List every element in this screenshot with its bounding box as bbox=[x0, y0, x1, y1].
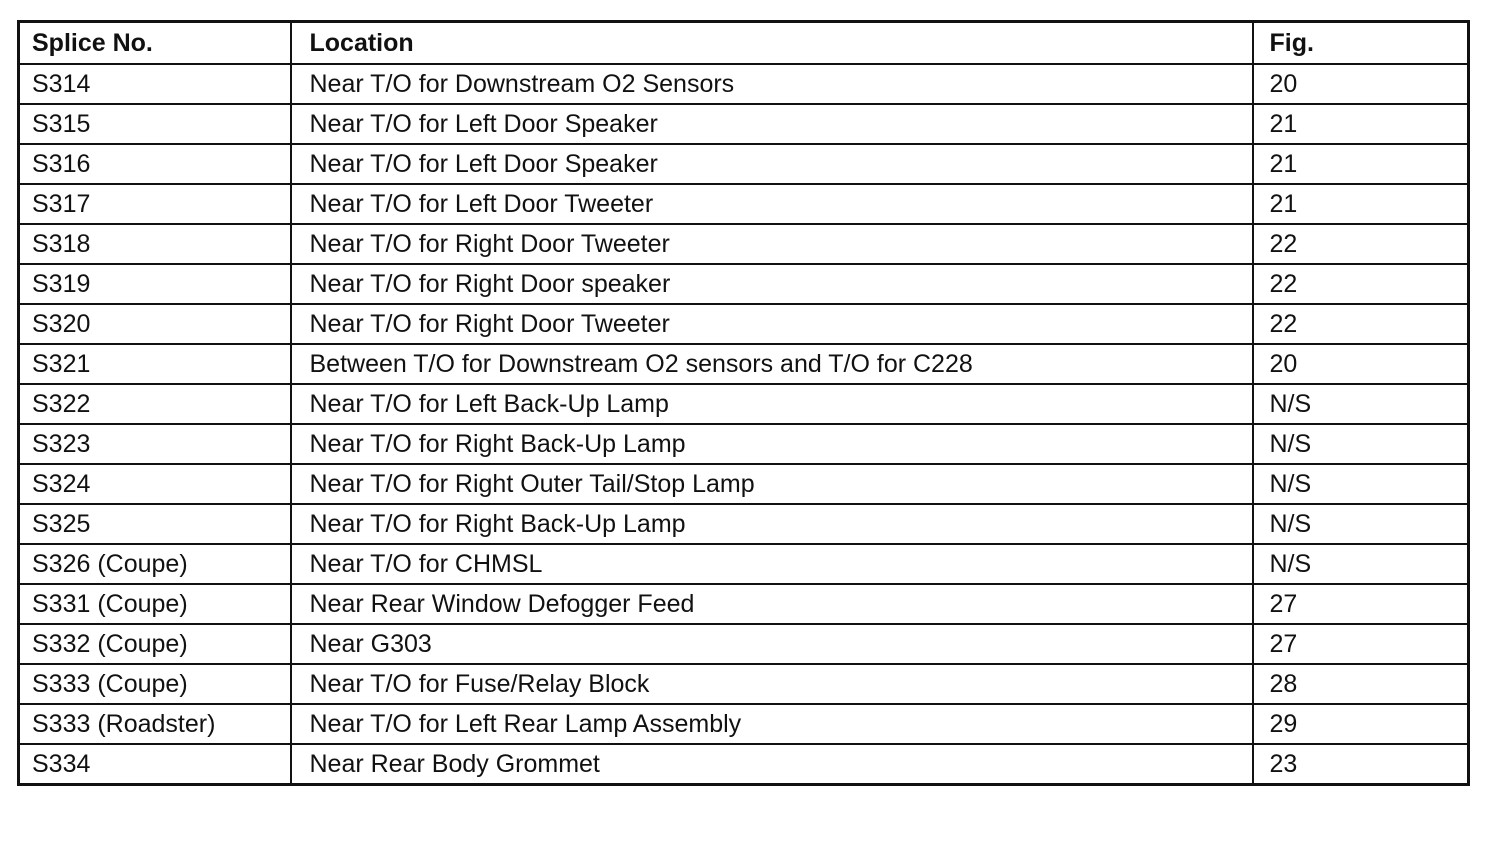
cell-splice-no: S316 bbox=[19, 144, 291, 184]
cell-splice-no: S314 bbox=[19, 64, 291, 104]
cell-splice-no: S315 bbox=[19, 104, 291, 144]
cell-location: Near T/O for Left Door Tweeter bbox=[291, 184, 1253, 224]
cell-location: Near T/O for Fuse/Relay Block bbox=[291, 664, 1253, 704]
column-header-splice-no: Splice No. bbox=[19, 22, 291, 65]
cell-location: Near T/O for Right Back-Up Lamp bbox=[291, 504, 1253, 544]
cell-location: Near T/O for Right Door speaker bbox=[291, 264, 1253, 304]
cell-fig: 23 bbox=[1253, 744, 1469, 785]
cell-splice-no: S322 bbox=[19, 384, 291, 424]
cell-splice-no: S331 (Coupe) bbox=[19, 584, 291, 624]
cell-splice-no: S333 (Coupe) bbox=[19, 664, 291, 704]
table-row bbox=[19, 744, 1469, 785]
splice-location-table bbox=[17, 20, 1470, 786]
cell-splice-no: S332 (Coupe) bbox=[19, 624, 291, 664]
cell-splice-no: S317 bbox=[19, 184, 291, 224]
table-row bbox=[19, 544, 1469, 584]
cell-splice-no: S321 bbox=[19, 344, 291, 384]
cell-fig: 29 bbox=[1253, 704, 1469, 744]
table-row bbox=[19, 144, 1469, 184]
table-row bbox=[19, 464, 1469, 504]
cell-splice-no: S320 bbox=[19, 304, 291, 344]
cell-fig: 21 bbox=[1253, 104, 1469, 144]
cell-location: Near T/O for CHMSL bbox=[291, 544, 1253, 584]
cell-fig: 22 bbox=[1253, 224, 1469, 264]
cell-fig: 22 bbox=[1253, 304, 1469, 344]
table-row bbox=[19, 344, 1469, 384]
cell-fig: N/S bbox=[1253, 384, 1469, 424]
cell-location: Near T/O for Left Rear Lamp Assembly bbox=[291, 704, 1253, 744]
splice-table-document bbox=[17, 20, 1467, 786]
cell-fig: 27 bbox=[1253, 624, 1469, 664]
cell-splice-no: S326 (Coupe) bbox=[19, 544, 291, 584]
cell-fig: N/S bbox=[1253, 464, 1469, 504]
cell-fig: N/S bbox=[1253, 504, 1469, 544]
cell-location: Between T/O for Downstream O2 sensors and T/O for C228 bbox=[291, 344, 1253, 384]
table-row bbox=[19, 64, 1469, 104]
column-header-location: Location bbox=[291, 22, 1253, 65]
table-body bbox=[19, 64, 1469, 785]
cell-location: Near T/O for Right Door Tweeter bbox=[291, 224, 1253, 264]
cell-fig: 20 bbox=[1253, 344, 1469, 384]
cell-fig: 28 bbox=[1253, 664, 1469, 704]
cell-fig: 21 bbox=[1253, 184, 1469, 224]
cell-fig: 21 bbox=[1253, 144, 1469, 184]
cell-location: Near G303 bbox=[291, 624, 1253, 664]
cell-splice-no: S325 bbox=[19, 504, 291, 544]
cell-splice-no: S334 bbox=[19, 744, 291, 785]
table-row bbox=[19, 304, 1469, 344]
cell-splice-no: S323 bbox=[19, 424, 291, 464]
cell-splice-no: S333 (Roadster) bbox=[19, 704, 291, 744]
cell-location: Near Rear Window Defogger Feed bbox=[291, 584, 1253, 624]
cell-splice-no: S324 bbox=[19, 464, 291, 504]
table-row bbox=[19, 624, 1469, 664]
cell-splice-no: S319 bbox=[19, 264, 291, 304]
cell-splice-no: S318 bbox=[19, 224, 291, 264]
table-row bbox=[19, 224, 1469, 264]
cell-location: Near T/O for Downstream O2 Sensors bbox=[291, 64, 1253, 104]
cell-location: Near T/O for Left Door Speaker bbox=[291, 104, 1253, 144]
cell-location: Near Rear Body Grommet bbox=[291, 744, 1253, 785]
table-row bbox=[19, 424, 1469, 464]
cell-fig: N/S bbox=[1253, 544, 1469, 584]
table-row bbox=[19, 704, 1469, 744]
cell-location: Near T/O for Right Door Tweeter bbox=[291, 304, 1253, 344]
table-row bbox=[19, 384, 1469, 424]
cell-location: Near T/O for Right Back-Up Lamp bbox=[291, 424, 1253, 464]
cell-location: Near T/O for Left Back-Up Lamp bbox=[291, 384, 1253, 424]
table-row bbox=[19, 584, 1469, 624]
cell-fig: 27 bbox=[1253, 584, 1469, 624]
table-row bbox=[19, 664, 1469, 704]
table-header-row bbox=[19, 22, 1469, 65]
cell-fig: 20 bbox=[1253, 64, 1469, 104]
cell-fig: 22 bbox=[1253, 264, 1469, 304]
table-row bbox=[19, 184, 1469, 224]
table-row bbox=[19, 504, 1469, 544]
table-row bbox=[19, 264, 1469, 304]
table-row bbox=[19, 104, 1469, 144]
cell-location: Near T/O for Left Door Speaker bbox=[291, 144, 1253, 184]
column-header-fig: Fig. bbox=[1253, 22, 1469, 65]
cell-location: Near T/O for Right Outer Tail/Stop Lamp bbox=[291, 464, 1253, 504]
cell-fig: N/S bbox=[1253, 424, 1469, 464]
